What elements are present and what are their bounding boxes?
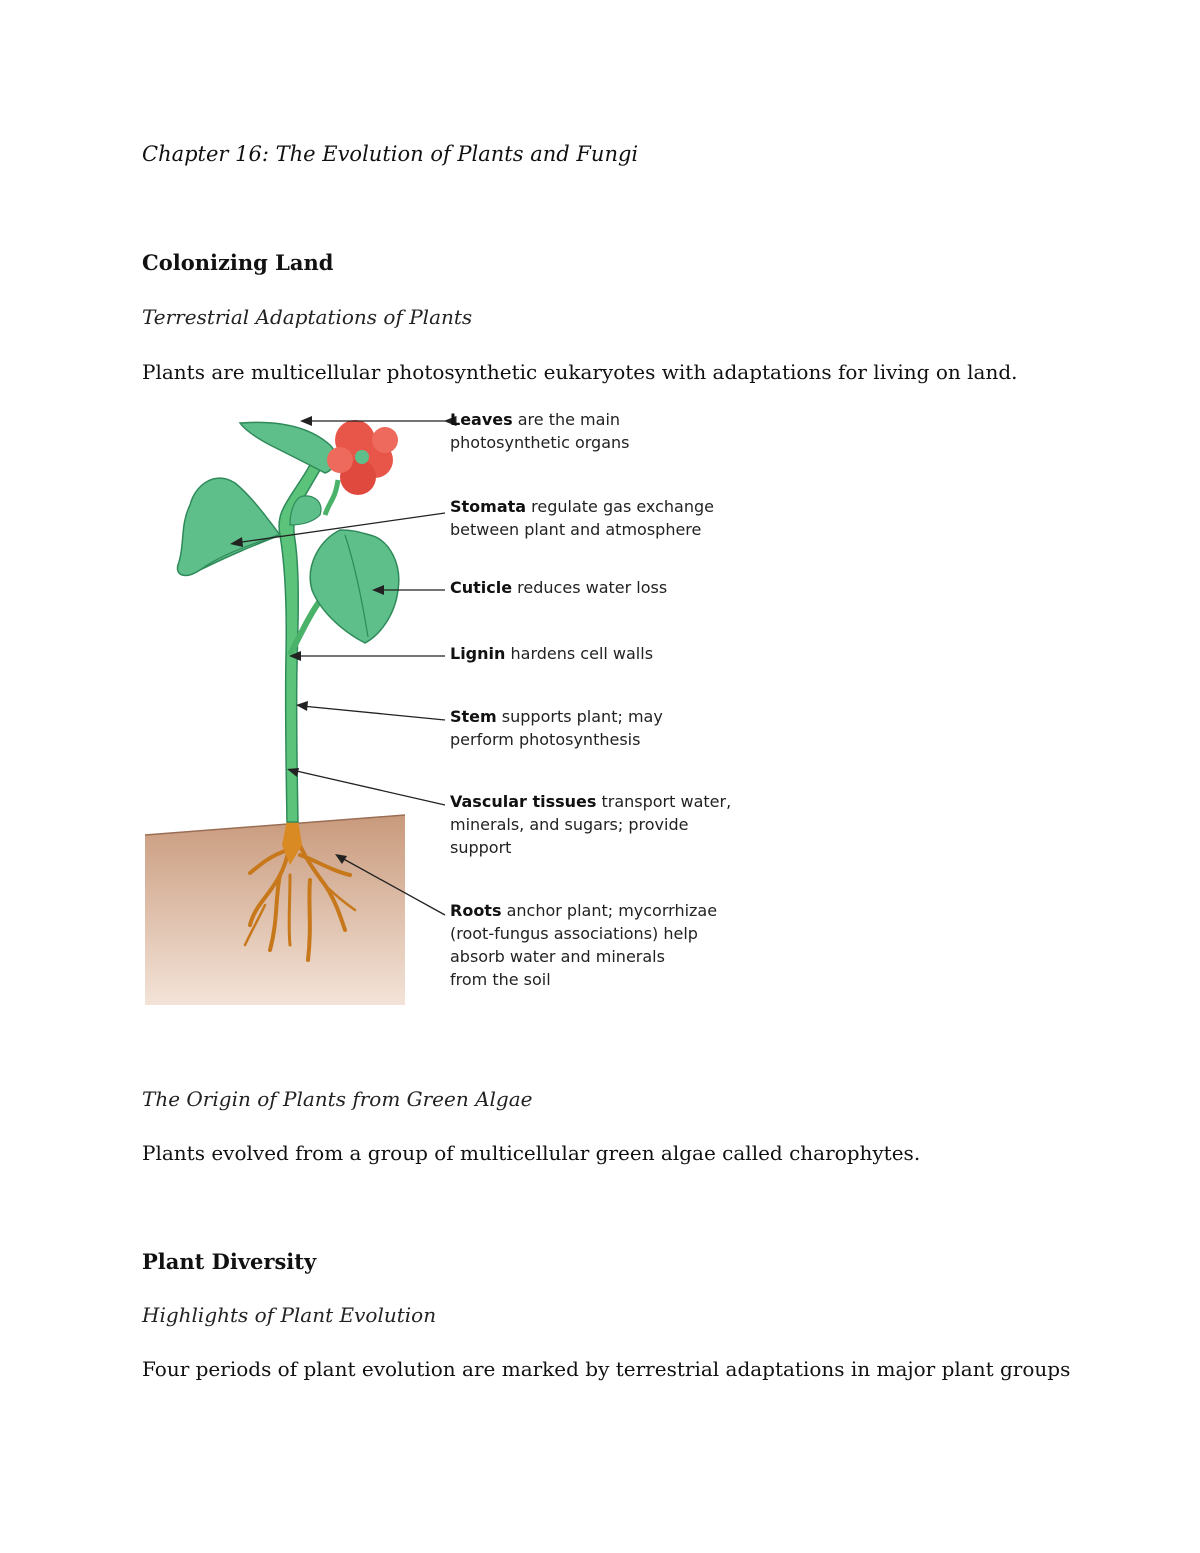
label-leaves: Leaves are the main photosynthetic organs: [450, 410, 630, 452]
subheading-highlights-of-plant-evolution: Highlights of Plant Evolution: [142, 1303, 437, 1327]
paragraph-plants-definition: Plants are multicellular photosynthetic eukaryotes with adaptations for living on land.: [142, 360, 1018, 384]
label-stomata: Stomata regulate gas exchange between plant and atmosphere: [450, 497, 714, 539]
label-roots: Roots anchor plant; mycorrhizae (root-fungus associations) help absorb water and minerals from the soil: [450, 901, 718, 989]
leaf-right: [310, 530, 399, 643]
label-stem: Stem supports plant; may perform photosynthesis: [450, 707, 663, 749]
subheading-origin-of-plants: The Origin of Plants from Green Algae: [142, 1087, 533, 1111]
paragraph-four-periods: Four periods of plant evolution are marked by terrestrial adaptations in major plant groups: [142, 1357, 1071, 1381]
chapter-title: Chapter 16: The Evolution of Plants and Fungi: [142, 142, 639, 166]
label-cuticle: Cuticle reduces water loss: [450, 578, 668, 597]
leaf-left: [177, 478, 280, 575]
label-vascular-tissues: Vascular tissues transport water, minerals, and sugars; provide support: [450, 792, 732, 857]
paragraph-charophytes: Plants evolved from a group of multicellular green algae called charophytes.: [142, 1141, 921, 1165]
section-heading-colonizing-land: Colonizing Land: [142, 250, 334, 275]
subheading-terrestrial-adaptations: Terrestrial Adaptations of Plants: [142, 305, 473, 329]
leaf-top: [240, 422, 335, 473]
label-lignin: Lignin hardens cell walls: [450, 644, 654, 663]
plant-adaptations-figure: [140, 405, 740, 1010]
section-heading-plant-diversity: Plant Diversity: [142, 1249, 317, 1274]
